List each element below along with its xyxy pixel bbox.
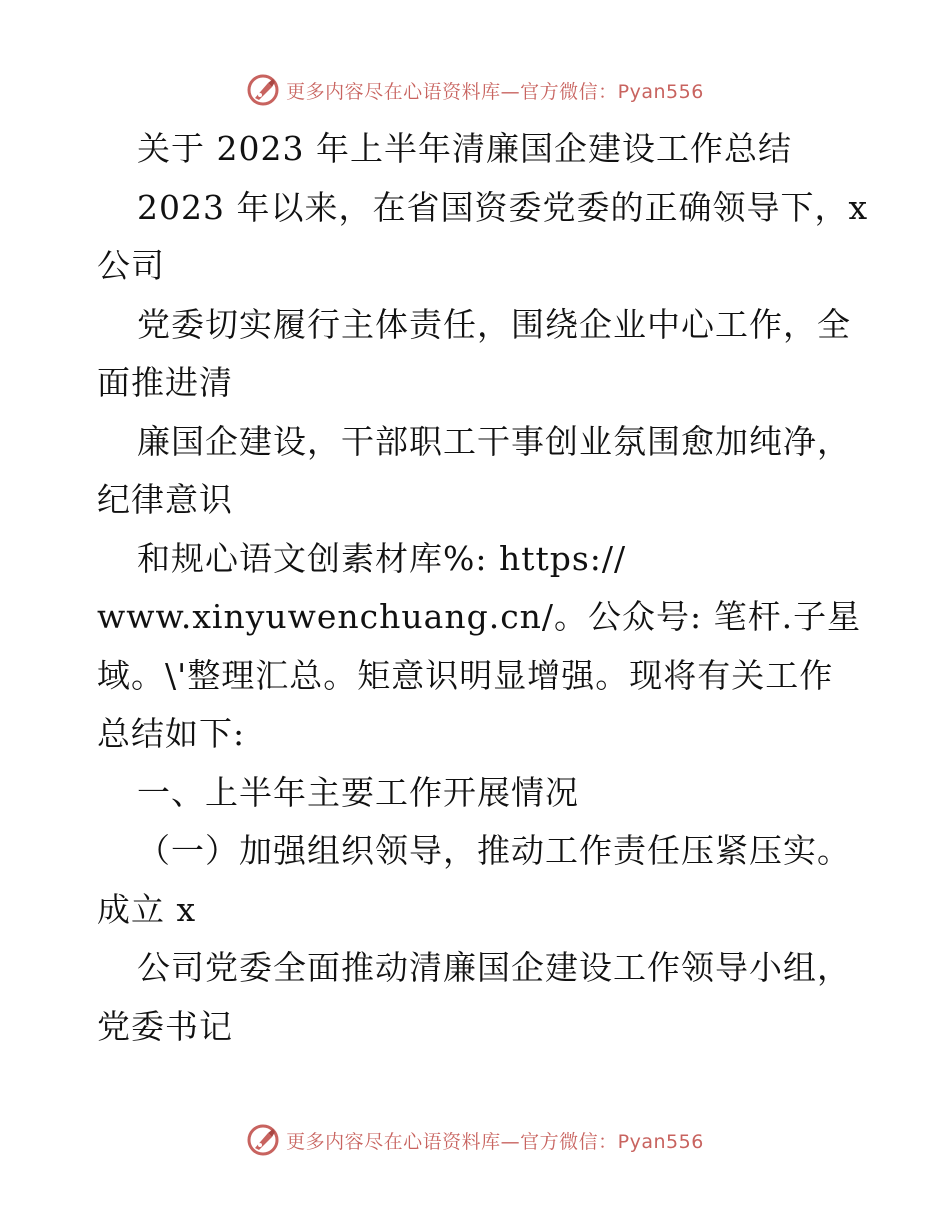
section-heading: 一、上半年主要工作开展情况: [137, 772, 579, 812]
subsection-heading: （一）加强组织领导，推动工作责任压紧压实。: [137, 831, 851, 870]
footer-watermark: [0, 1120, 950, 1160]
paragraph-line: 总结如下:: [97, 714, 246, 753]
document-body: [97, 120, 869, 1056]
paragraph-line: www.xinyuwenchuang.cn/。公众号: 笔杆.子星: [97, 597, 862, 636]
paragraph-line: 公司党委全面推动清廉国企建设工作领导小组，: [137, 948, 851, 987]
paragraph-line: 公司: [97, 246, 165, 285]
paragraph-line: 域。\'整理汇总。矩意识明显增强。现将有关工作: [97, 655, 834, 695]
fountain-pen-logo-icon: [246, 1123, 280, 1157]
paragraph-line: 党委书记: [97, 1006, 233, 1046]
paragraph-line: 面推进清: [97, 363, 233, 402]
header-watermark: [0, 70, 950, 110]
paragraph-line: 纪律意识: [97, 480, 233, 519]
paragraph-line: 党委切实履行主体责任，围绕企业中心工作，全: [137, 304, 851, 344]
paragraph-line: 廉国企建设，干部职工干事创业氛围愈加纯净，: [137, 421, 851, 461]
watermark-text: 更多内容尽在心语资料库—官方微信：Pyan556: [286, 80, 704, 103]
fountain-pen-logo-icon: [246, 73, 280, 107]
watermark-text: 更多内容尽在心语资料库—官方微信：Pyan556: [286, 1130, 704, 1153]
paragraph-line: 2023 年以来，在省国资委党委的正确领导下，x: [137, 187, 869, 227]
document-title: 关于 2023 年上半年清廉国企建设工作总结: [137, 129, 792, 168]
paragraph-line: 和规心语文创素材库%: https://: [137, 538, 627, 578]
paragraph-line: 成立 x: [97, 889, 197, 929]
